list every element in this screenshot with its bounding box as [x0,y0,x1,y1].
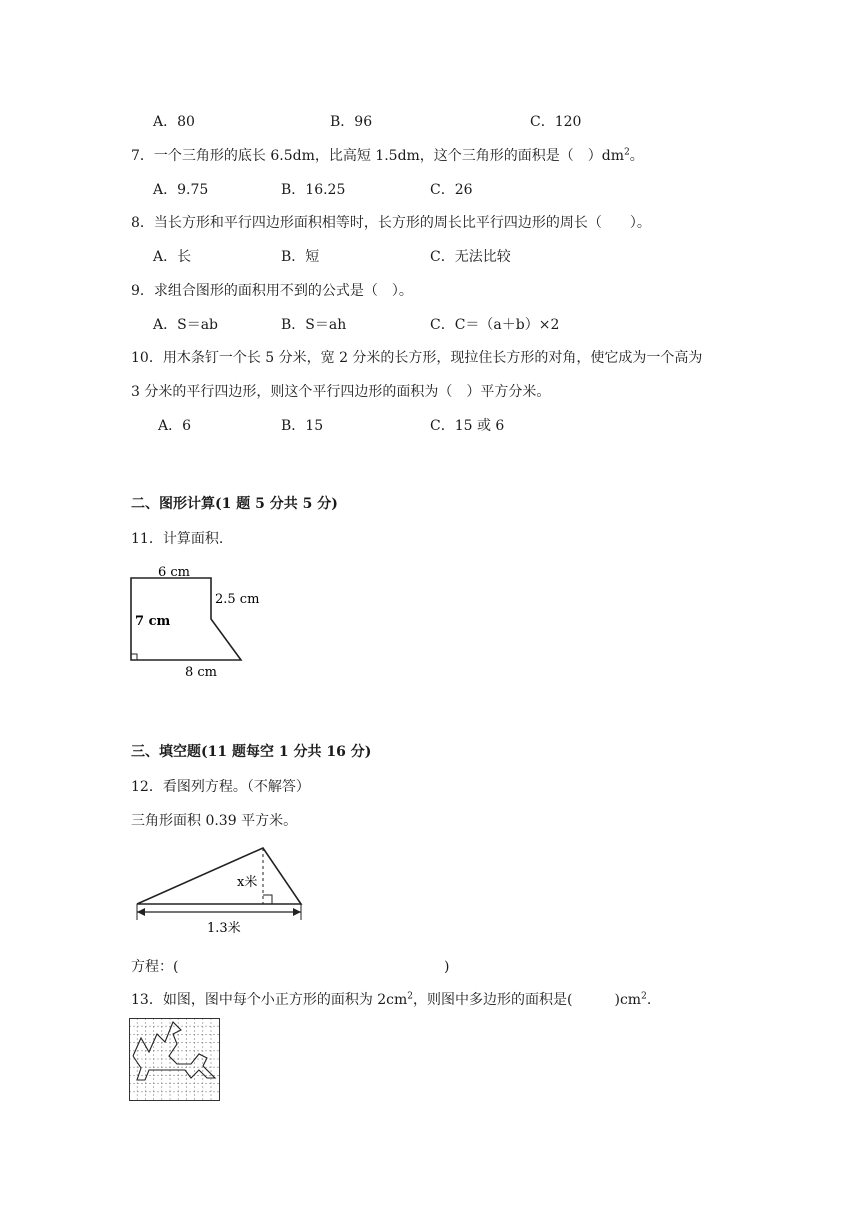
q11-figure [125,560,275,685]
q12-figure [125,840,310,940]
q13-question [131,990,651,1010]
section-2-heading: 二、图形计算(1 题 5 分共 5 分) [131,496,338,512]
q11-label-bottom: 8 cm [185,665,218,680]
q10-option-b: B．15 [281,418,324,434]
q7-tail: 。 [629,148,644,164]
q12-label-base: 1.3米 [207,921,241,936]
q7-text: 7．一个三角形的底长 6.5dm，比高短 1.5dm，这个三角形的面积是（ ）dm [131,148,625,164]
q6-option-b: B．96 [330,114,373,130]
q13-grid-figure [129,1018,223,1104]
q10-question-line1: 10．用木条钉一个长 5 分米，宽 2 分米的长方形，现拉住长方形的对角，使它成为一个高为 [131,350,703,366]
q13-text-b: ，则图中多边形的面积是( )cm [413,992,642,1008]
q11-label-top: 6 cm [158,565,191,580]
q12-answer-prefix: 方程：( [131,959,179,975]
q11-label-right: 2.5 cm [215,592,260,607]
q6-option-c: C．120 [530,114,582,130]
q7-option-a: A．9.75 [153,182,209,198]
q7-sup: 2 [624,147,630,158]
q12-answer-suffix: ) [444,959,450,975]
q12-triangle [137,848,301,904]
q9-option-a: A．S＝ab [153,317,219,333]
q8-option-c: C．无法比较 [430,249,511,265]
q9-option-c: C．C＝（a＋b）×2 [430,317,560,333]
q6-option-a: A．80 [153,114,195,130]
q13-sup-b: 2 [641,991,647,1002]
q13-sup-a: 2 [407,991,414,1002]
q13-text-a: 13．如图，图中每个小正方形的面积为 2cm [131,992,408,1008]
q12-right-angle-mark [263,895,272,904]
q7-question [131,146,644,166]
q10-option-c: C．15 或 6 [430,418,505,434]
q12-arrow-right-icon [293,908,301,916]
section-3-heading: 三、填空题(11 题每空 1 分共 16 分) [131,744,372,760]
q13-tail: . [646,992,652,1008]
q8-question: 8．当长方形和平行四边形面积相等时，长方形的周长比平行四边形的周长（ ）。 [131,215,651,231]
q12-question: 12．看图列方程。（不解答） [131,779,310,795]
q9-option-b: B．S＝ah [281,317,347,333]
q8-option-a: A．长 [153,249,192,265]
q12-arrow-left-icon [137,908,145,916]
q12-label-height: x米 [237,875,258,890]
q11-label-left: 7 cm [135,614,171,629]
q7-option-c: C．26 [430,182,473,198]
q12-subtext: 三角形面积 0.39 平方米。 [131,813,298,829]
q9-question: 9．求组合图形的面积用不到的公式是（ ）。 [131,283,413,299]
q10-question-line2: 3 分米的平行四边形，则这个平行四边形的面积为（ ）平方分米。 [131,384,551,400]
q8-option-b: B．短 [281,249,320,265]
q10-option-a: A．6 [158,418,192,434]
q11-question: 11．计算面积. [131,531,224,547]
q7-option-b: B．16.25 [281,182,346,198]
q11-right-angle-mark [131,654,137,660]
